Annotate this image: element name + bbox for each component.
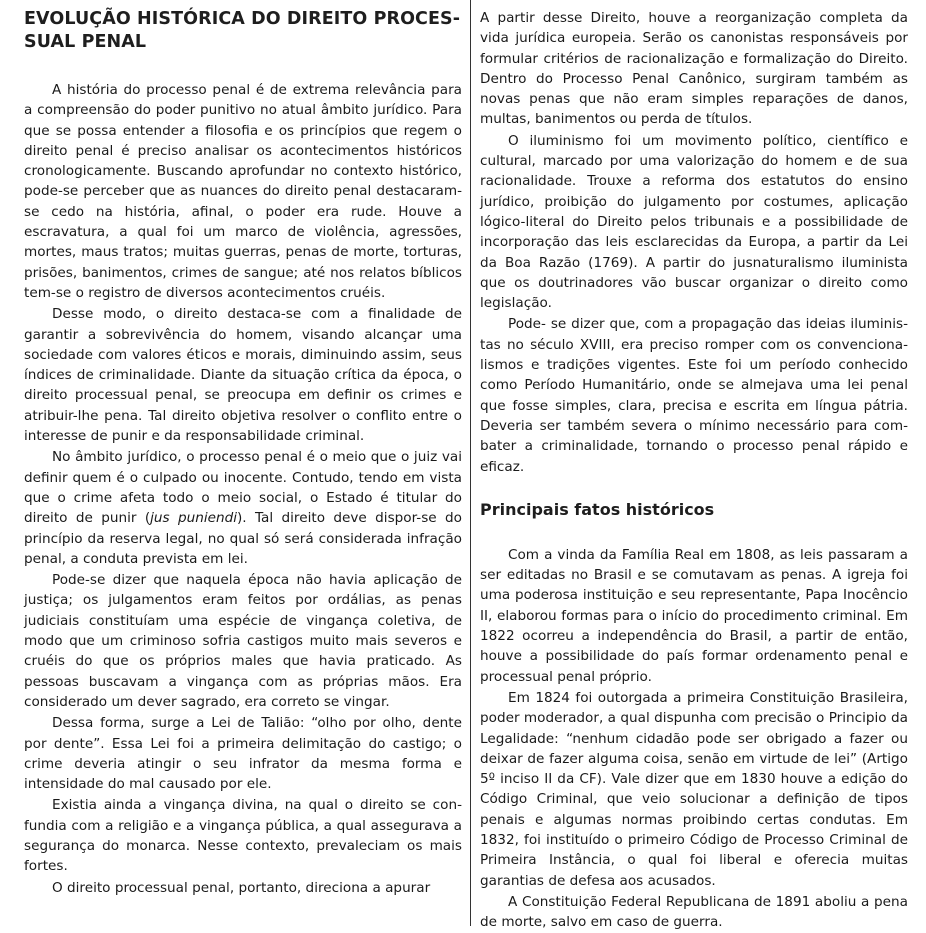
column-divider	[470, 0, 471, 926]
paragraph-1891: A Constituição Federal Republicana de 1891 aboliu a pena de morte, salvo em caso de guerra.	[480, 893, 908, 931]
left-column	[24, 8, 462, 899]
paragraph-continuation: O direito processual penal, portanto, direciona a apurar	[52, 879, 431, 896]
section-heading: Principais fatos históricos	[480, 499, 715, 519]
paragraph-humanitarian: Pode- se dizer que, com a propagação das ideias iluministas no século XVIII, era preciso romper com os convencionalismos e tradições vigentes. Este foi um período conhecido como Período Humanitário, onde se almejava uma lei penal que fosse simples, clara, precisa e escrita em língua pátria. Deveria ser também severa o mínimo necessário para combater a criminalidade, tornando o processo penal rápido e eficaz.	[480, 316, 908, 475]
paragraph-1808: Com a vinda da Família Real em 1808, as leis passaram a ser editadas no Brasil e se comutavam as penas. A igreja foi uma poderosa instituição e seu representante, Papa Inocêncio II, elaborou formas para o início do procedimento criminal. Em 1822 ocorreu a independência do Brasil, a partir de então, houve a possibilidade do país formar ordenamento penal e processual penal próprio.	[480, 546, 908, 685]
paragraph-jus-puniendi	[24, 447, 462, 569]
paragraph-ordalias: Pode-se dizer que naquela época não havia aplicação de justiça; os julgamentos eram feitos por ordálias, as penas judiciais constituíam uma espécie de vingança coletiva, de modo que um criminoso sofria castigos muito mais severos e cruéis do que os próprios males que havia praticado. As pessoas buscavam a vingança com as próprias mãos. Era considerado um dever sagrado, era correto se vingar.	[24, 572, 462, 710]
paragraph-divine-vengeance: Existia ainda a vingança divina, na qual o direito se confundia com a religião e a vingança pública, a qual assegurava a segurança do monarca. Nesse contexto, prevaleciam os mais fortes.	[24, 797, 462, 875]
paragraph-purpose: Desse modo, o direito destaca-se com a finalidade de garantir a sobrevivência do homem, visando alcançar uma sociedade com valores éticos e morais, diminuindo assim, seus índices de criminalidade. Diante da situação crítica da época, o direito processual penal, se preocupa em definir os crimes e atribuir-lhe pena. Tal direito objetiva resolver o conflito entre o interesse de punir e da responsabilidade criminal.	[24, 306, 462, 445]
paragraph-text: No âmbito jurídico, o processo penal é o meio que o juiz vai definir quem é o culpado ou inocente. Contudo, tendo em vista que o crime afeta todo o meio social, o Estado é titular do direito de punir (	[24, 449, 462, 527]
latin-term: jus puniendi	[150, 510, 237, 527]
paragraph-history-intro: A história do processo penal é de extrema relevância para a compreensão do poder punitivo no atual âmbito jurídico. Para que se possa entender a filosofia e os princípios que regem o direito penal é preciso analisar os acontecimentos históricos cronologicamente. Buscando aprofundar no contexto histórico, pode-se perceber que as nuances do direito penal destacaram-se cedo na história, afinal, o poder era rude. Houve a escravatura, a qual foi um marco de violência, agressões, mortes, maus tratos; muitas guerras, penas de morte, torturas, prisões, banimentos, crimes de sangue; até nos relatos bíblicos tem-se o registro de diversos acontecimentos cruéis.	[24, 82, 462, 301]
paragraph-taliao: Dessa forma, surge a Lei de Talião: “olho por olho, dente por dente”. Essa Lei foi a primeira delimitação do castigo; o crime deveria atingir o seu infrator da mesma forma e intensidade do mal causado por ele.	[24, 715, 462, 793]
paragraph-canon-law: A partir desse Direito, houve a reorganização completa da vida jurídica europeia. Serão os canonistas responsáveis por formular critérios de racionalização e formalização do Direito. Dentro do Processo Penal Canônico, surgiram também as novas penas que não eram simples reparações de danos, multas, banimentos ou perda de títulos.	[480, 10, 908, 128]
document-title: EVOLUÇÃO HISTÓRICA DO DIREITO PROCESSUAL PENAL	[24, 9, 461, 52]
paragraph-text: ). Tal direito deve dispor-se do princípio da reserva legal, no qual só será considerada infração penal, a conduta prevista em lei.	[24, 510, 462, 567]
right-column	[480, 8, 908, 933]
paragraph-iluminismo: O iluminismo foi um movimento político, científico e cultural, marcado por uma valorização do homem e de sua racionalidade. Trouxe a reforma dos estatutos do ensino jurídico, proibição do julgamento por costumes, aplicação lógico-literal do Direito pelos tribunais e a possibilidade de incorporação das leis esclarecidas da Europa, a partir da Lei da Boa Razão (1769). A partir do jusnaturalismo iluminista que os doutrinadores vão buscar organizar o direito como legislação.	[480, 132, 908, 312]
paragraph-1824: Em 1824 foi outorgada a primeira Constituição Brasileira, poder moderador, a qual dispunha com precisão o Principio da Legalidade: “nenhum cidadão pode ser obrigado a fazer ou deixar de fazer alguma coisa, senão em virtude de lei” (Artigo 5º inciso II da CF). Vale dizer que em 1830 houve a edição do Código Criminal, que veio solucionar a definição de tipos penais e algumas normas proibindo certas condutas. Em 1832, foi instituído o primeiro Código de Processo Criminal de Primeira Instância, o qual foi liberal e oferecia muitas garantias de defesa aos acusados.	[480, 689, 908, 889]
